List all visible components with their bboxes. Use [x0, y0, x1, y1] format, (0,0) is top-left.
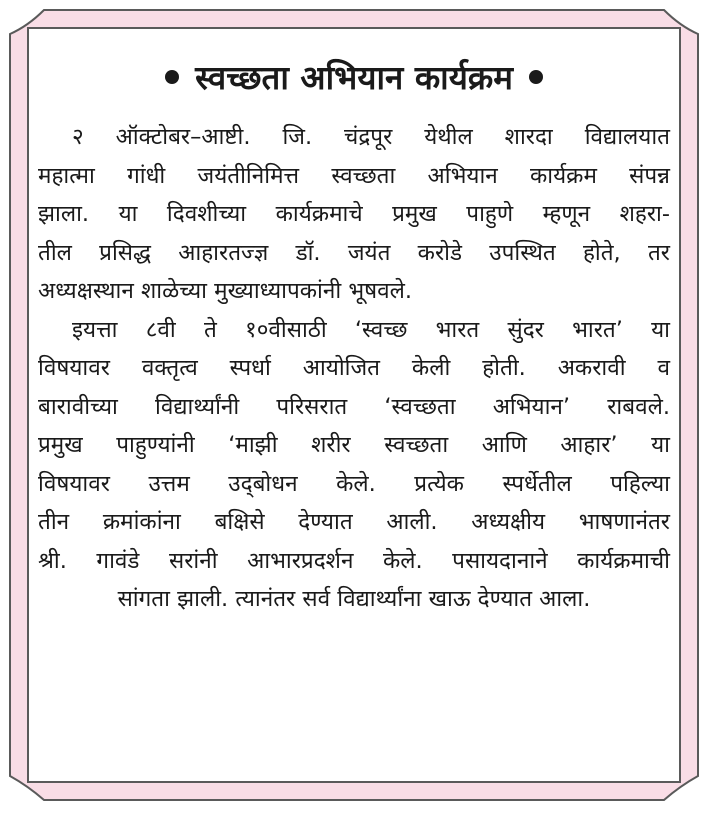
paragraph-line: विषयावर उत्तम उद्‌बोधन केले. प्रत्येक स्पर्धेतील पहिल्या	[38, 470, 670, 497]
paragraph-2	[38, 311, 670, 619]
article	[38, 44, 670, 764]
paragraph-line: तील प्रसिद्ध आहारतज्ज्ञ डॉ. जयंत करोडे उपस्थित होते, तर	[38, 239, 670, 266]
paragraph-line: बारावीच्या विद्यार्थ्यांनी परिसरात ‘स्वच्छता अभियान’ राबवले.	[38, 393, 670, 420]
paragraph-line: अध्यक्षस्थान शाळेच्या मुख्याध्यापकांनी भूषवले.	[38, 278, 413, 304]
paragraph-line: सांगता झाली. त्यानंतर सर्व विद्यार्थ्यांना खाऊ देण्यात आला.	[117, 586, 591, 612]
paragraph-line: महात्मा गांधी जयंतीनिमित्त स्वच्छता अभियान कार्यक्रम संपन्न	[38, 162, 670, 189]
bullet-right-icon	[529, 70, 543, 84]
paragraph-line: विषयावर वक्तृत्व स्पर्धा आयोजित केली होती. अकरावी व	[38, 355, 670, 381]
paragraph-line: २ ऑक्टोबर–आष्टी. जि. चंद्रपूर येथील शारदा विद्यालयात	[72, 124, 670, 150]
title-row	[38, 54, 670, 102]
bullet-left-icon	[165, 70, 179, 84]
paragraph-1	[38, 118, 670, 311]
paragraph-line: श्री. गावंडे सरांनी आभारप्रदर्शन केले. पसायदानाने कार्यक्रमाची	[38, 547, 670, 574]
paragraph-line: इयत्ता ८वी ते १०वीसाठी ‘स्वच्छ भारत सुंदर भारत’ या	[72, 316, 670, 343]
article-title: स्वच्छता अभियान कार्यक्रम	[195, 58, 513, 97]
paragraph-line: प्रमुख पाहुण्यांनी ‘माझी शरीर स्वच्छता आणि आहार’ या	[38, 432, 670, 458]
paragraph-line: तीन क्रमांकांना बक्षिसे देण्यात आली. अध्यक्षीय भाषणानंतर	[38, 509, 670, 535]
paragraph-line: झाला. या दिवशीच्या कार्यक्रमाचे प्रमुख पाहुणे म्हणून शहरा-	[38, 201, 670, 227]
